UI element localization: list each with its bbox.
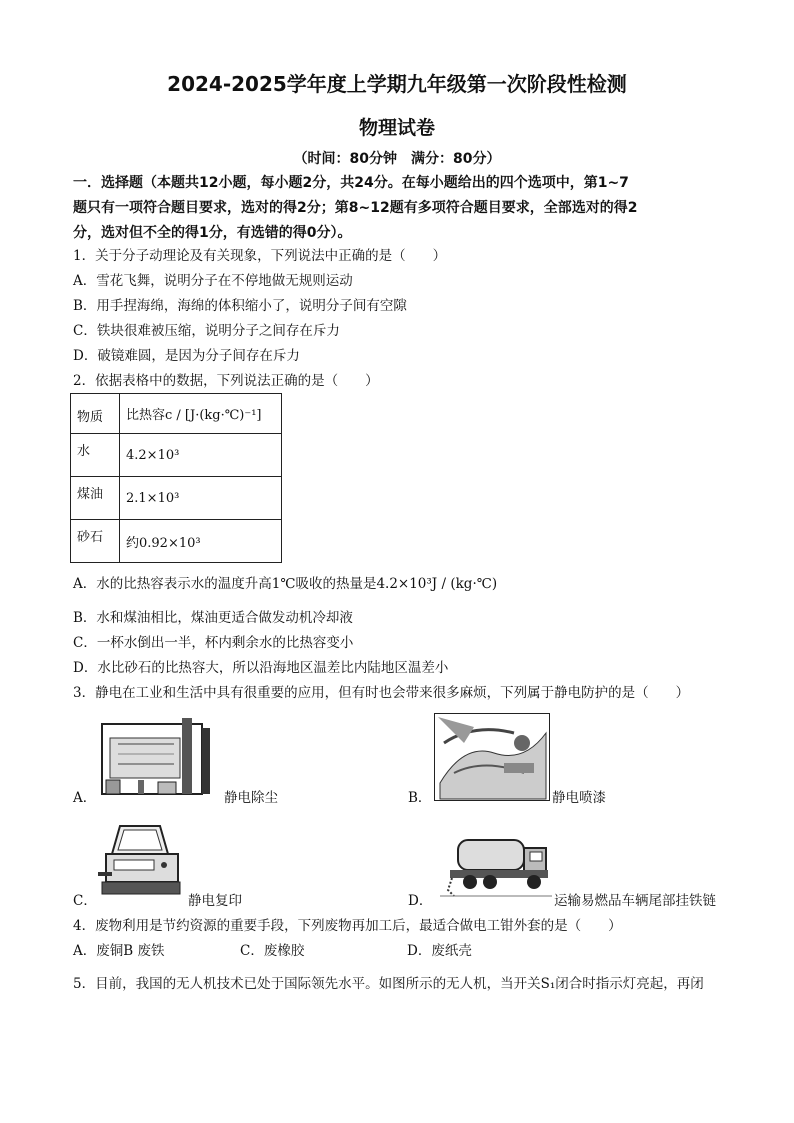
q2-option-c: C．一杯水倒出一半，杯内剩余水的比热容变小 — [73, 635, 354, 651]
q1-stem: 1．关于分子动理论及有关现象，下列说法中正确的是（ ） — [73, 248, 447, 264]
exam-subtitle: 物理试卷 — [358, 117, 435, 139]
q3-option-a-letter: A． — [73, 790, 97, 806]
q3-option-a-label: 静电除尘 — [224, 790, 278, 806]
q3-stem: 3．静电在工业和生活中具有很重要的应用，但有时也会带来很多麻烦，下列属于静电防护的是（ ） — [73, 685, 690, 701]
table-cell-value: 2.1×10³ — [120, 477, 282, 520]
specific-heat-table — [70, 393, 282, 563]
q4-option-c: C．废橡胶 — [240, 943, 305, 959]
table-cell-substance: 煤油 — [71, 477, 120, 520]
q3-option-b-letter: B． — [408, 790, 432, 806]
table-cell-value: 约0.92×10³ — [120, 520, 282, 563]
table-cell-substance: 砂石 — [71, 520, 120, 563]
q3-option-c-letter: C． — [73, 893, 97, 909]
photocopier-image — [98, 820, 184, 904]
q2-stem: 2．依据表格中的数据，下列说法正确的是（ ） — [73, 373, 379, 389]
tanker-truck-image — [440, 826, 552, 902]
exam-title: 2024-2025学年度上学期九年级第一次阶段性检测 — [167, 72, 627, 96]
table-cell-value: 4.2×10³ — [120, 434, 282, 477]
q5-stem: 5．目前，我国的无人机技术已处于国际领先水平。如图所示的无人机，当开关S₁闭合时指示灯亮起，再闭 — [73, 976, 704, 992]
q4-option-d: D．废纸壳 — [407, 943, 472, 959]
q3-option-c-label: 静电复印 — [188, 893, 242, 909]
q1-option-c: C．铁块很难被压缩，说明分子之间存在斥力 — [73, 323, 340, 339]
table-cell-substance: 水 — [71, 434, 120, 477]
time-info: （时间：80分钟 满分：80分） — [293, 151, 501, 167]
table-row — [71, 477, 282, 520]
q4-option-ab: A．废铜B 废铁 — [73, 943, 165, 959]
q3-option-b-label: 静电喷漆 — [552, 790, 606, 806]
section-instruction-line-3: 分，选对但不全的得1分，有选错的得0分）。 — [73, 225, 352, 241]
table-header-substance: 物质 — [71, 394, 120, 434]
q2-option-b: B．水和煤油相比，煤油更适合做发动机冷却液 — [73, 610, 353, 626]
q1-option-b: B．用手捏海绵，海绵的体积缩小了，说明分子间有空隙 — [73, 298, 407, 314]
q3-option-d-letter: D． — [408, 893, 433, 909]
section-instruction-line-1: 一．选择题（本题共12小题，每小题2分，共24分。在每小题给出的四个选项中，第1~7 — [73, 175, 629, 191]
q3-option-d-label: 运输易燃品车辆尾部挂铁链 — [554, 893, 716, 909]
spray-paint-image — [434, 713, 550, 801]
table-row — [71, 520, 282, 563]
q4-stem: 4．废物利用是节约资源的重要手段，下列废物再加工后，最适合做电工钳外套的是（ ） — [73, 918, 622, 934]
section-instruction-line-2: 题只有一项符合题目要求，选对的得2分；第8~12题有多项符合题目要求，全部选对的得2 — [73, 200, 638, 216]
factory-image — [98, 714, 214, 800]
q2-option-a: A．水的比热容表示水的温度升高1℃吸收的热量是4.2×10³J / (kg·℃) — [73, 576, 498, 592]
q1-option-d: D．破镜难圆，是因为分子间存在斥力 — [73, 348, 300, 364]
q1-option-a: A．雪花飞舞，说明分子在不停地做无规则运动 — [73, 273, 353, 289]
table-row — [71, 434, 282, 477]
table-header-capacity: 比热容c / [J·(kg·℃)⁻¹] — [120, 394, 282, 434]
q2-option-d: D．水比砂石的比热容大，所以沿海地区温差比内陆地区温差小 — [73, 660, 449, 676]
